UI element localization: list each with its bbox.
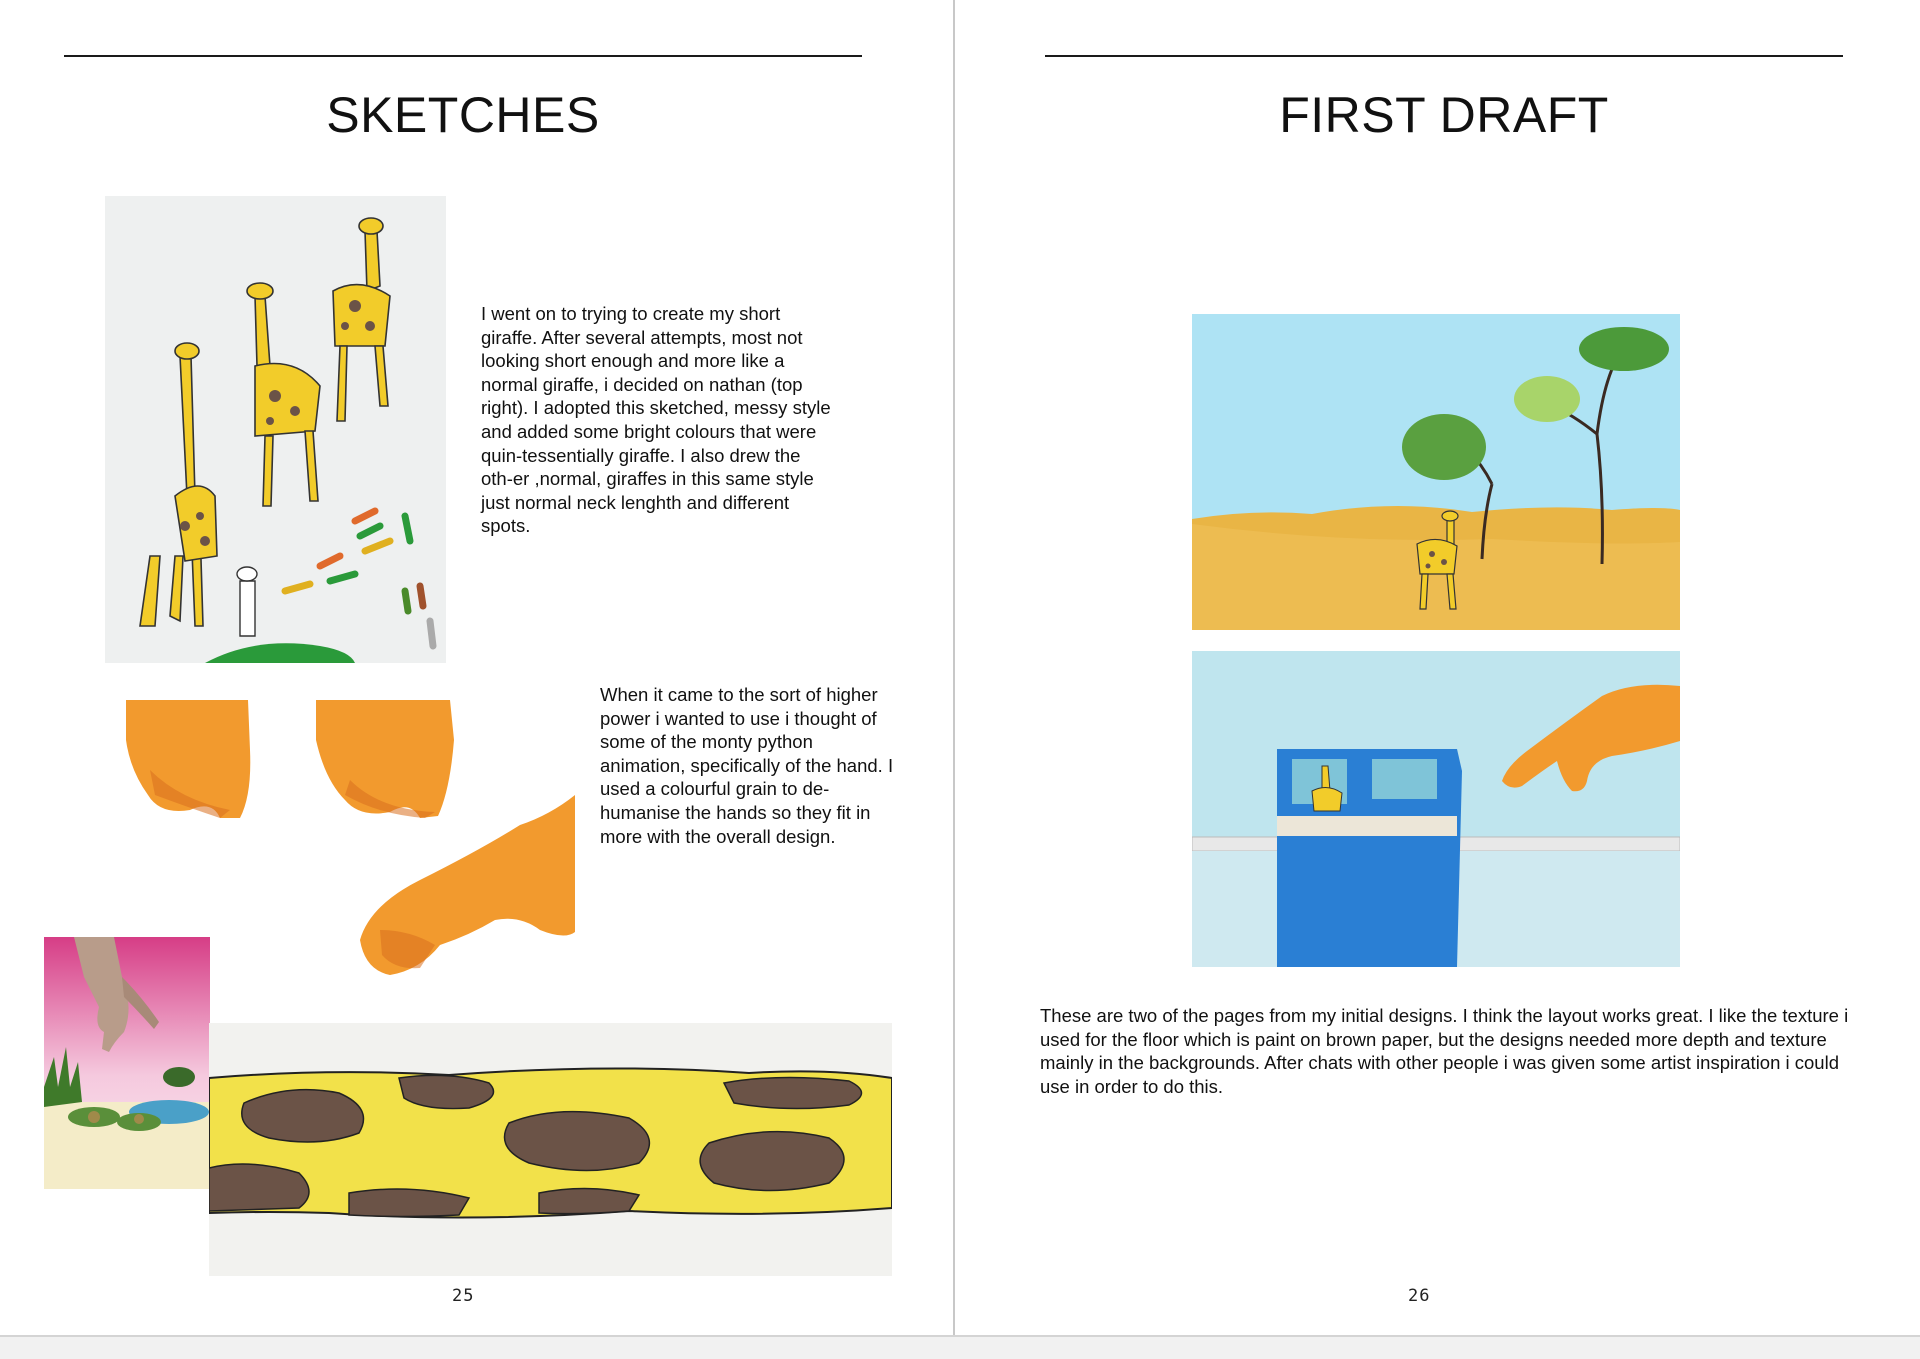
hands-paragraph: When it came to the sort of higher power i wanted to use i thought of some of the monty python animation, specifically of the hand. I used a colourful grain to de-humanise the hands so they fit in more with the overall design. xyxy=(600,684,894,847)
sketches-paragraph: I went on to trying to create my short giraffe. After several attempts, most not looking short enough and more like a normal giraffe, i decided on nathan (top right). I adopted this sketched, messy style and added some bright colours that were quin-tessentially giraffe. I also drew the oth-er ,normal, giraffes in this same style just normal neck lenghth and different spots. xyxy=(481,303,831,537)
page-25 xyxy=(0,0,953,1335)
monty-python-collage-image xyxy=(44,937,210,1189)
giraffe-pattern-image xyxy=(209,1023,892,1276)
page-26 xyxy=(955,0,1920,1335)
viewer-bottom-edge xyxy=(0,1335,1920,1359)
hand-book-draft-image xyxy=(1192,651,1680,967)
giraffe-sketches-image xyxy=(105,196,446,663)
page-number: 25 xyxy=(452,1286,475,1306)
first-draft-paragraph: These are two of the pages from my initial designs. I think the layout works great. I like the texture i used for the floor which is paint on brown paper, but the designs needed more depth and texture mainly in the backgrounds. After chats with other people i was given some artist inspiration i could use in order to do this. xyxy=(1040,1005,1849,1097)
header-rule xyxy=(64,55,862,57)
header-rule xyxy=(1045,55,1843,57)
page-number: 26 xyxy=(1408,1286,1431,1306)
page-title: SKETCHES xyxy=(326,87,600,143)
page-title: FIRST DRAFT xyxy=(1279,87,1609,143)
savanna-draft-image xyxy=(1192,314,1680,630)
